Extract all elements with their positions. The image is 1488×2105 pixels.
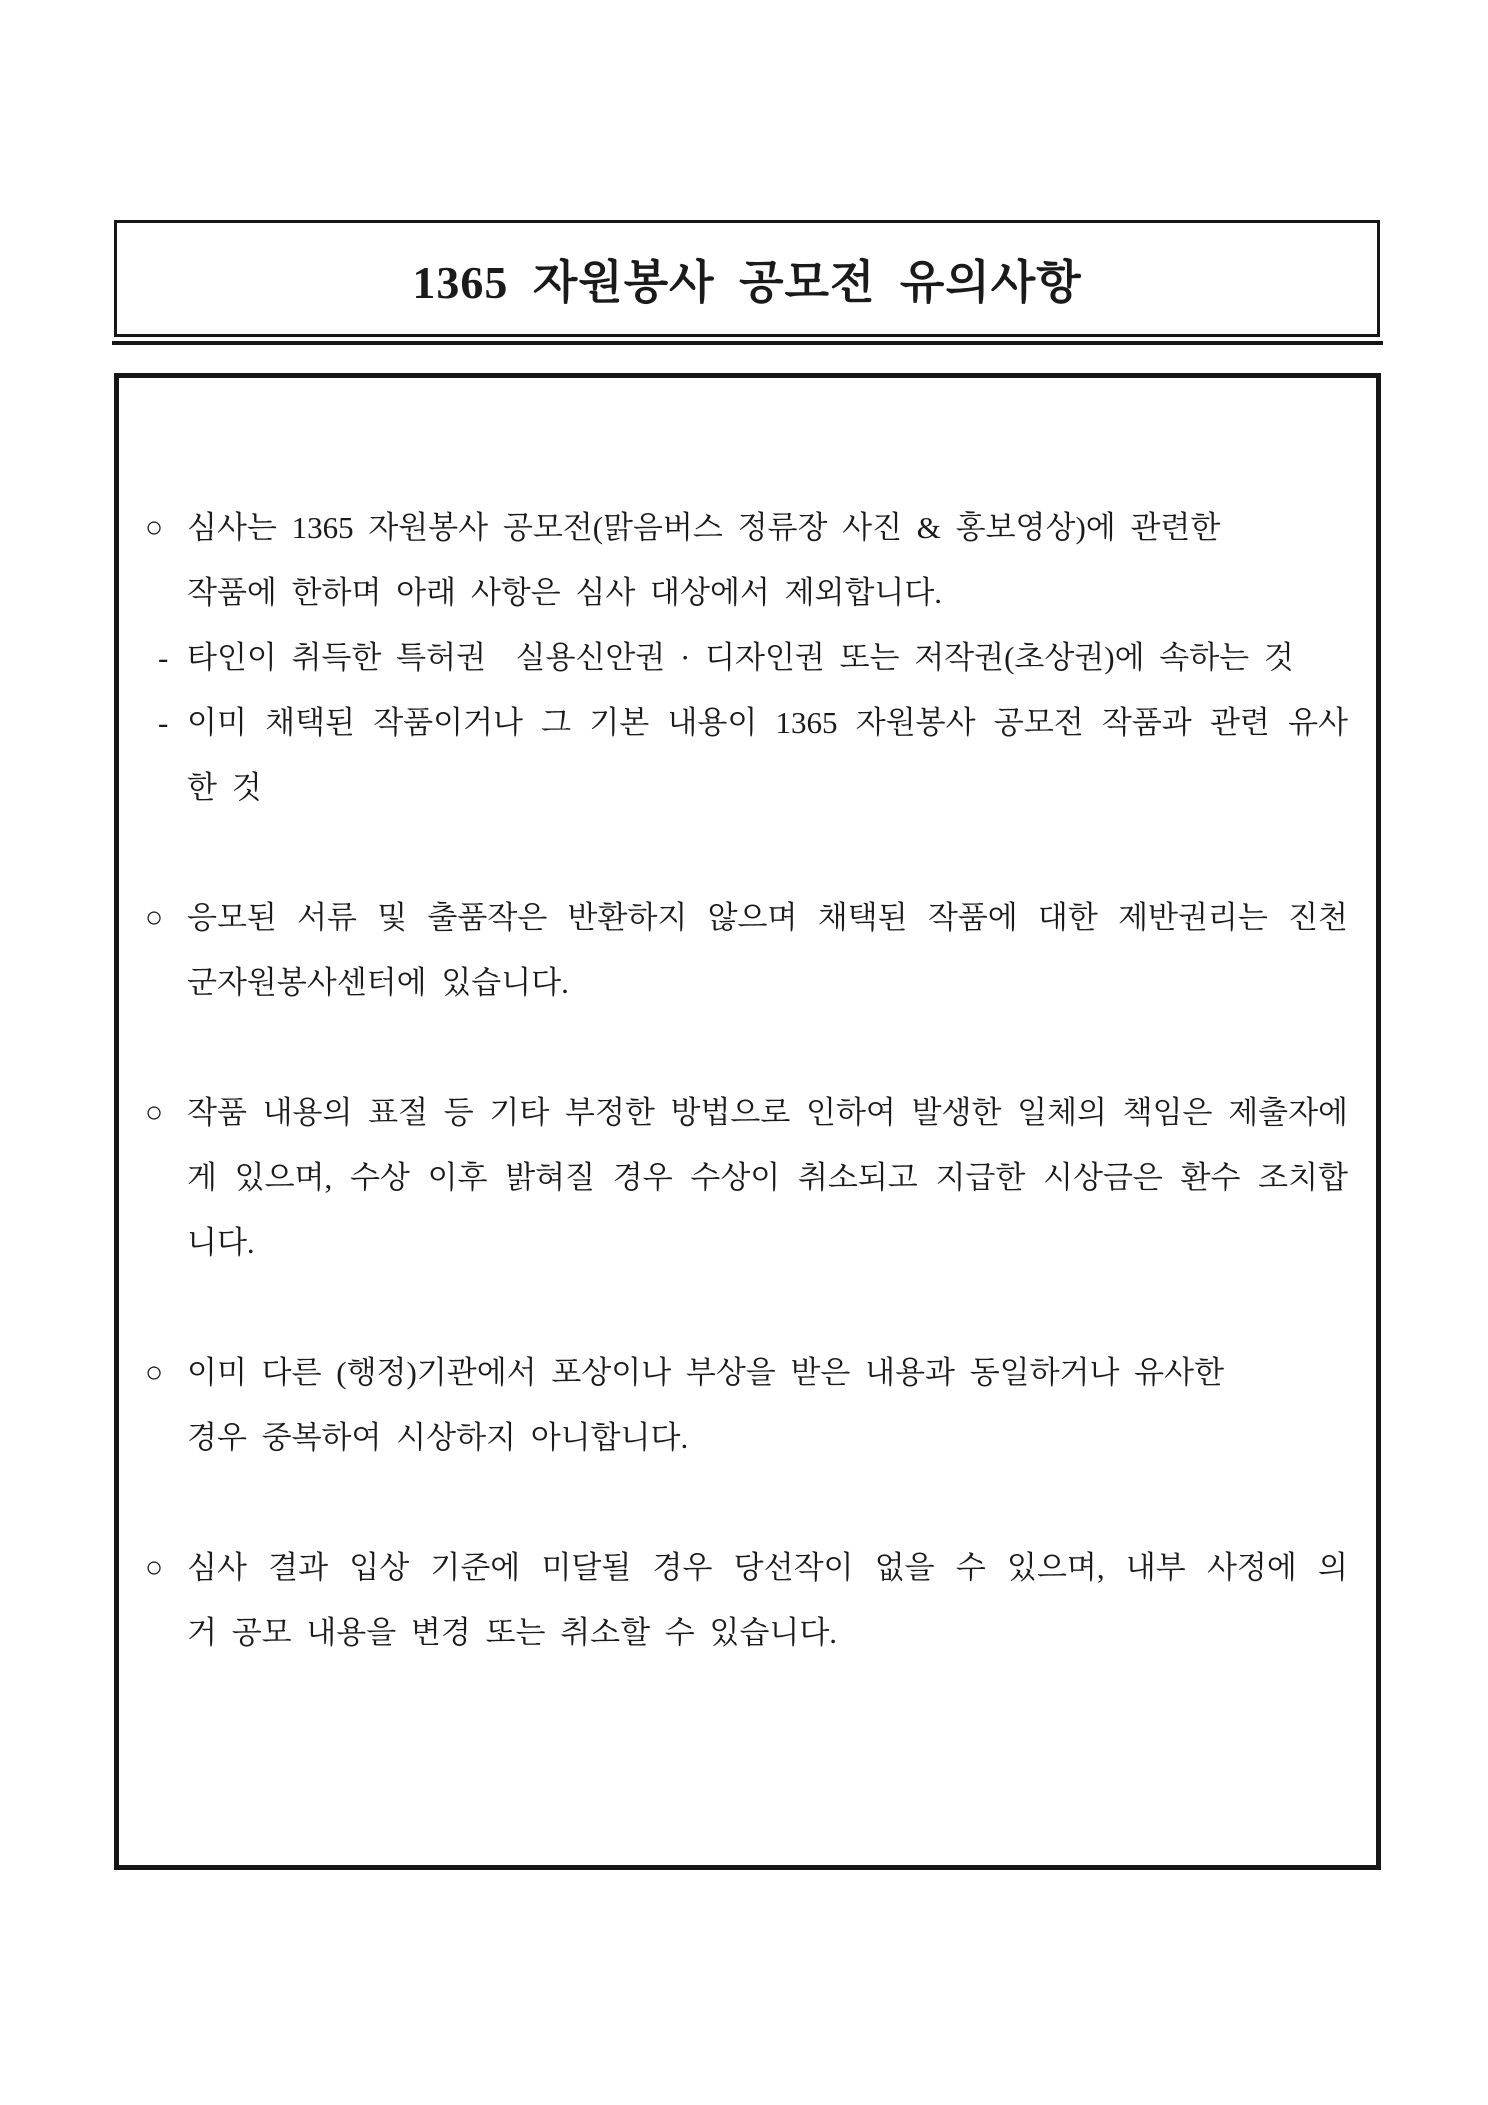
title-box-shadow-line (112, 341, 1383, 345)
notice-line: 심사는 1365 자원봉사 공모전(맑음버스 정류장 사진 & 홍보영상)에 관련한 (187, 510, 1221, 545)
notice-item-lines (187, 495, 1348, 625)
bullet-marker: ○ (145, 1356, 164, 1389)
notice-section (145, 1340, 1348, 1470)
notice-section (145, 885, 1348, 1015)
notice-line: 작품 내용의 표절 등 기타 부정한 방법으로 인하여 발생한 일체의 책임은 제출자에 (187, 1095, 1348, 1130)
notice-box (114, 373, 1381, 1870)
notice-line: 이미 다른 (행정)기관에서 포상이나 부상을 받은 내용과 동일하거나 유사한 (187, 1355, 1225, 1390)
notice-item-lines (187, 625, 1348, 690)
dash-marker: - (158, 705, 169, 740)
bullet-marker: ○ (145, 1096, 164, 1129)
notice-line: 심사 결과 입상 기준에 미달될 경우 당선작이 없을 수 있으며, 내부 사정에 의 (187, 1550, 1348, 1585)
notice-section (145, 1535, 1348, 1665)
notice-line: 타인이 취득한 특허권 실용신안권 · 디자인권 또는 저작권(초상권)에 속하는 것 (187, 640, 1294, 675)
notice-item (145, 1080, 1348, 1275)
bullet-marker: ○ (145, 511, 164, 544)
title-box (114, 220, 1380, 337)
notice-item (145, 495, 1348, 625)
notice-line: 게 있으며, 수상 이후 밝혀질 경우 수상이 취소되고 지급한 시상금은 환수 조치합 (187, 1160, 1348, 1195)
notice-section (145, 1080, 1348, 1275)
notice-item-lines (187, 690, 1348, 820)
notice-line: 한 것 (187, 770, 262, 805)
dash-marker: - (158, 640, 169, 675)
document-title: 1365 자원봉사 공모전 유의사항 (412, 256, 1082, 308)
bullet-marker: ○ (145, 901, 164, 934)
notice-line: 경우 중복하여 시상하지 아니합니다. (187, 1420, 689, 1455)
notice-item-lines (187, 1535, 1348, 1665)
notice-item-lines (187, 885, 1348, 1015)
notice-line: 니다. (187, 1225, 255, 1260)
notice-item (145, 625, 1348, 690)
notice-line: 거 공모 내용을 변경 또는 취소할 수 있습니다. (187, 1615, 838, 1650)
notice-line: 이미 채택된 작품이거나 그 기본 내용이 1365 자원봉사 공모전 작품과 관련 유사 (187, 705, 1348, 740)
notice-item (145, 690, 1348, 820)
notice-item (145, 1535, 1348, 1665)
notice-line: 응모된 서류 및 출품작은 반환하지 않으며 채택된 작품에 대한 제반권리는 진천 (187, 900, 1348, 935)
notice-line: 군자원봉사센터에 있습니다. (187, 965, 569, 1000)
notice-section (145, 495, 1348, 820)
notice-item-lines (187, 1080, 1348, 1275)
notice-item (145, 1340, 1348, 1470)
notice-item (145, 885, 1348, 1015)
notice-line: 작품에 한하며 아래 사항은 심사 대상에서 제외합니다. (187, 575, 943, 610)
bullet-marker: ○ (145, 1551, 164, 1584)
notice-item-lines (187, 1340, 1348, 1470)
